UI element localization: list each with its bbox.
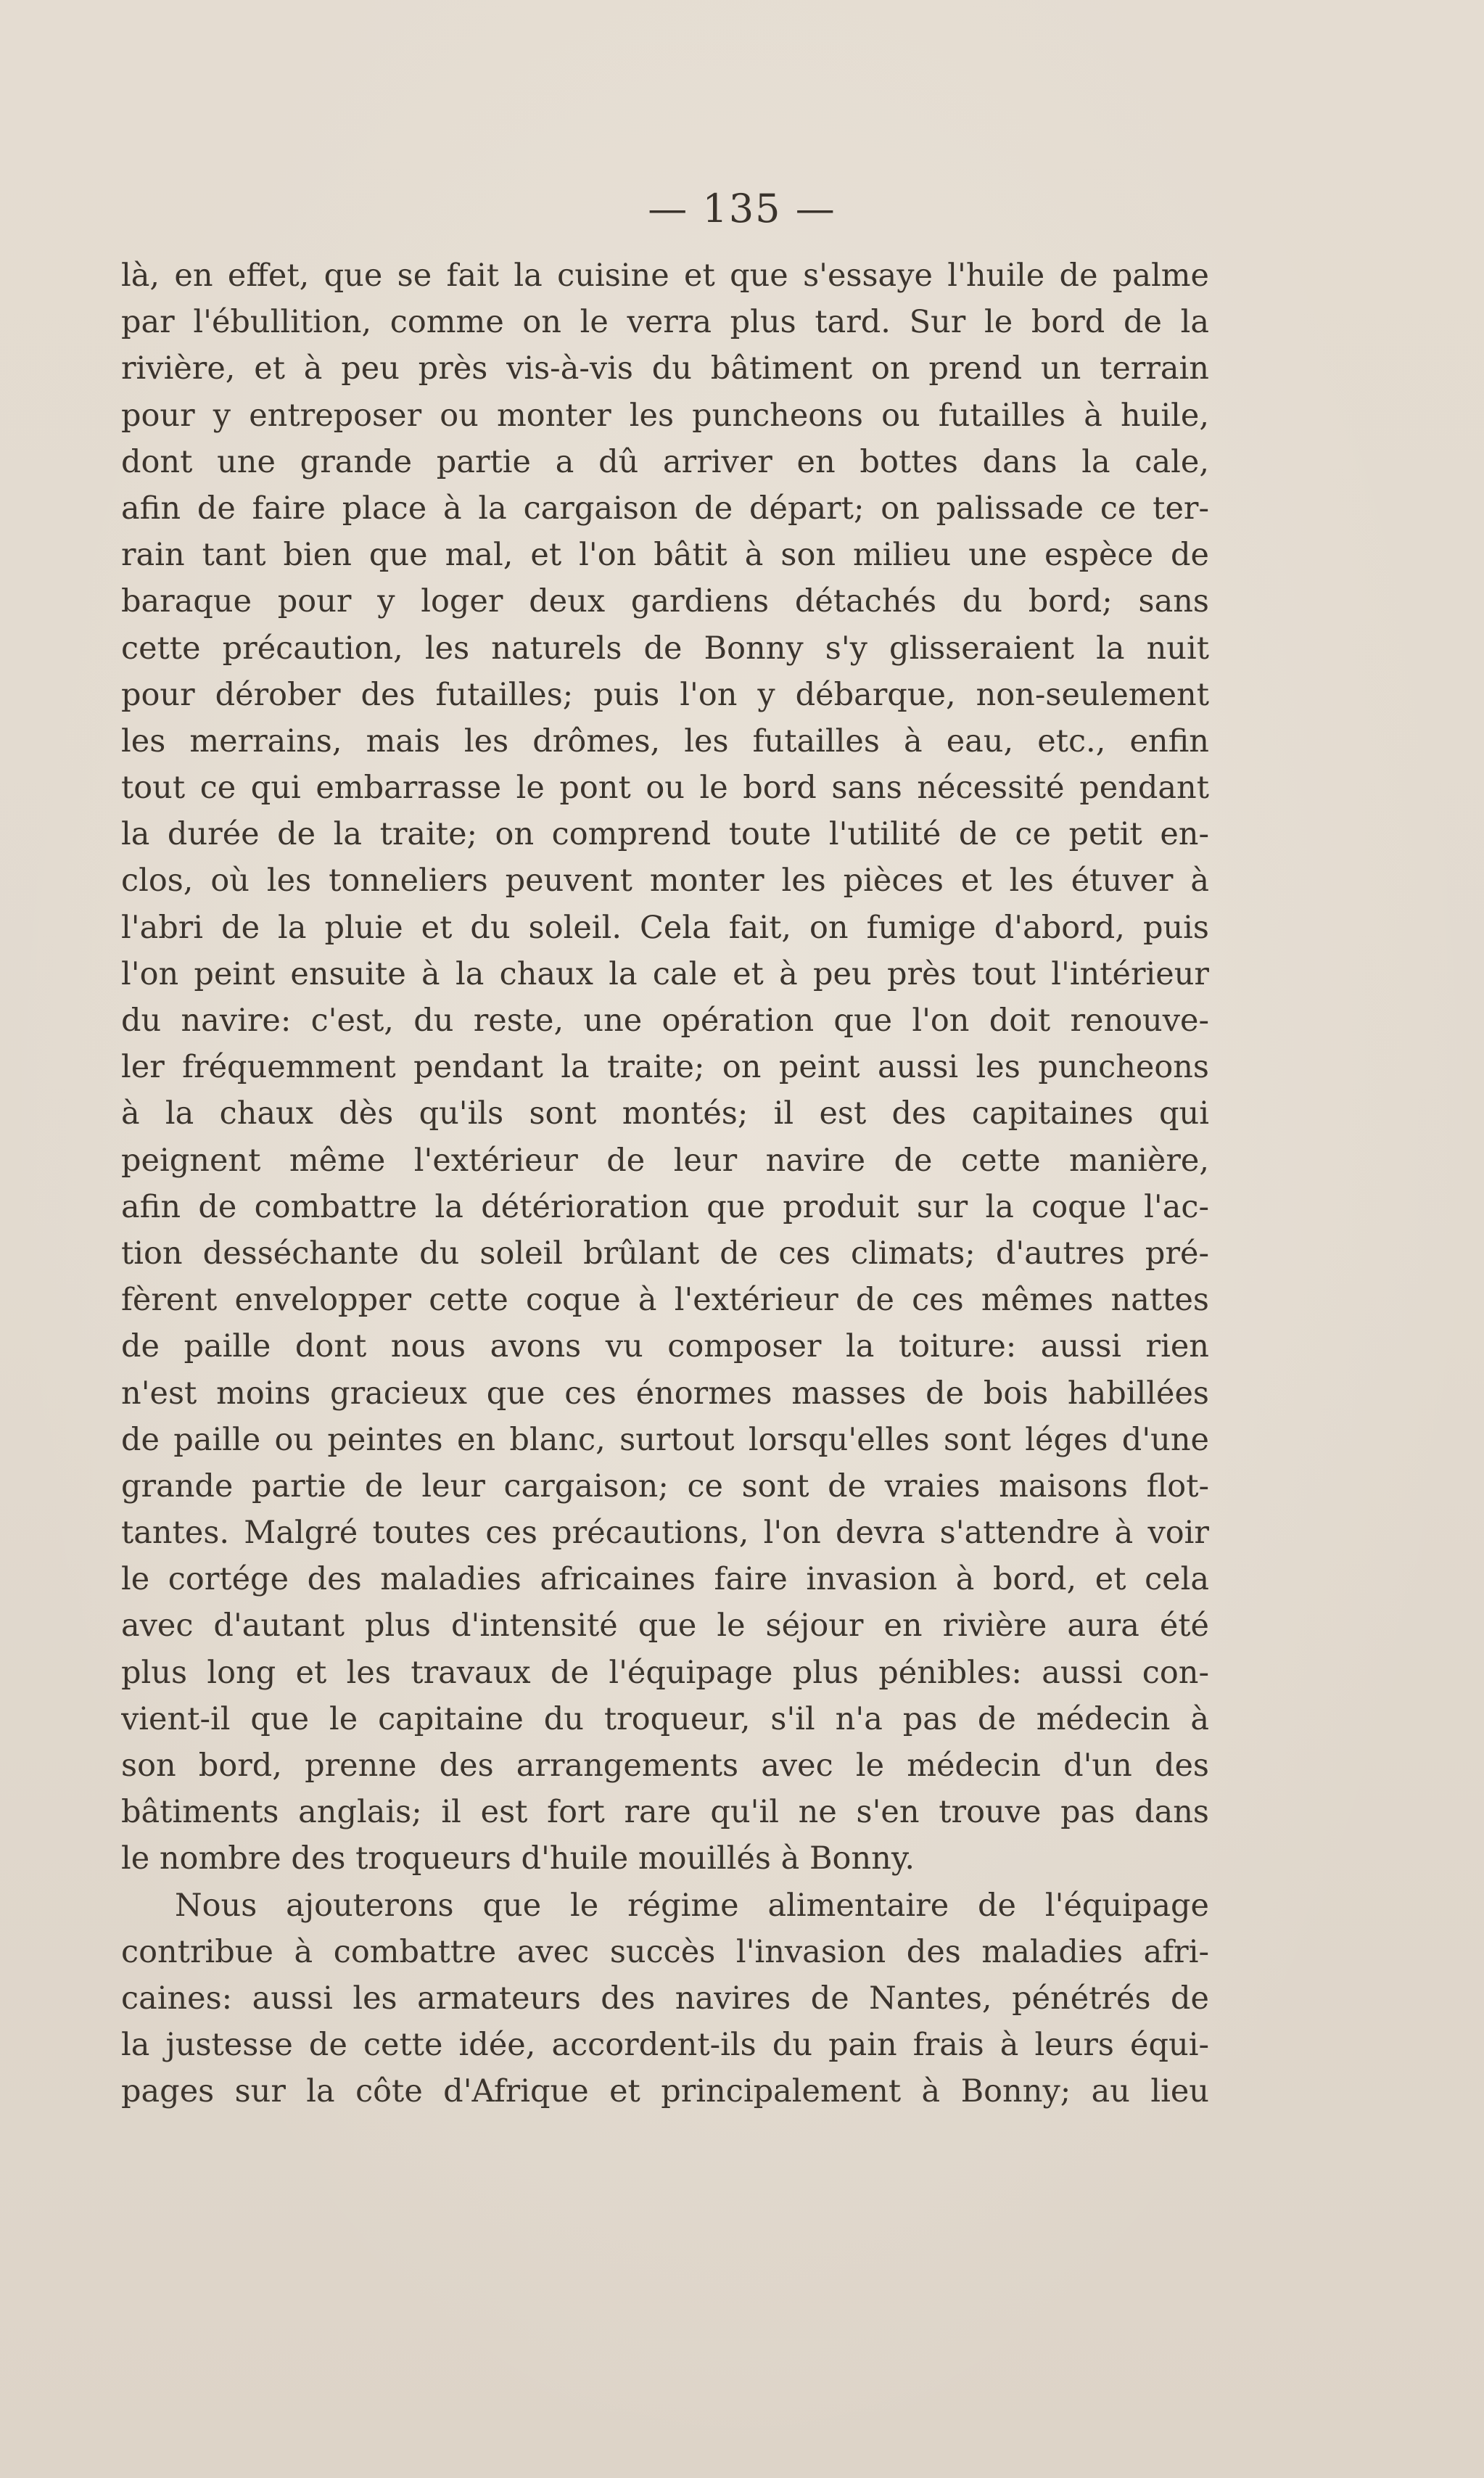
text-line: n'est moins gracieux que ces énormes masses de bois habillées [121, 1375, 1209, 1412]
text-line: de paille ou peintes en blanc, surtout lorsqu'elles sont léges d'une [121, 1421, 1209, 1458]
text-line: pages sur la côte d'Afrique et principalement à Bonny; au lieu [121, 2073, 1209, 2110]
text-line: contribue à combattre avec succès l'invasion des maladies afri- [121, 1933, 1209, 1970]
text-line: dont une grande partie a dû arriver en bottes dans la cale, [121, 443, 1209, 480]
text-line: ler fréquemment pendant la traite; on peint aussi les puncheons [121, 1049, 1209, 1086]
text-line: plus long et les travaux de l'équipage plus pénibles: aussi con- [121, 1654, 1209, 1691]
text-line: le cortége des maladies africaines faire invasion à bord, et cela [121, 1561, 1209, 1598]
text-line: par l'ébullition, comme on le verra plus tard. Sur le bord de la [121, 304, 1209, 341]
text-line: pour y entreposer ou monter les puncheons ou futailles à huile, [121, 397, 1209, 434]
text-line: tion desséchante du soleil brûlant de ces climats; d'autres pré- [121, 1235, 1209, 1272]
text-line: là, en effet, que se fait la cuisine et que s'essaye l'huile de palme [121, 258, 1209, 294]
text-line: à la chaux dès qu'ils sont montés; il est des capitaines qui [121, 1095, 1209, 1132]
text-line: bâtiments anglais; il est fort rare qu'il ne s'en trouve pas dans [121, 1794, 1209, 1831]
text-line: l'on peint ensuite à la chaux la cale et à peu près tout l'intérieur [121, 955, 1209, 992]
paragraph-start-line: Nous ajouterons que le régime alimentaire de l'équipage [175, 1887, 1209, 1924]
text-line: pour dérober des futailles; puis l'on y débarque, non-seulement [121, 676, 1209, 713]
text-line: cette précaution, les naturels de Bonny s'y glisseraient la nuit [121, 630, 1209, 667]
text-line: rain tant bien que mal, et l'on bâtit à son milieu une espèce de [121, 537, 1209, 574]
text-line: clos, où les tonneliers peuvent monter les pièces et les étuver à [121, 863, 1209, 900]
text-line: avec d'autant plus d'intensité que le séjour en rivière aura été [121, 1608, 1209, 1645]
paragraph-end-line: le nombre des troqueurs d'huile mouillés à Bonny. [121, 1840, 915, 1877]
text-line: afin de faire place à la cargaison de départ; on palissade ce ter- [121, 490, 1209, 527]
text-line: de paille dont nous avons vu composer la toiture: aussi rien [121, 1328, 1209, 1365]
text-line: caines: aussi les armateurs des navires de Nantes, pénétrés de [121, 1980, 1209, 2017]
text-line: tout ce qui embarrasse le pont ou le bord sans nécessité pendant [121, 770, 1209, 807]
text-line: la durée de la traite; on comprend toute l'utilité de ce petit en- [121, 816, 1209, 853]
text-line: la justesse de cette idée, accordent-ils du pain frais à leurs équi- [121, 2027, 1209, 2064]
text-line: baraque pour y loger deux gardiens détachés du bord; sans [121, 583, 1209, 620]
text-line: du navire: c'est, du reste, une opération que l'on doit renouve- [121, 1003, 1209, 1039]
text-line: tantes. Malgré toutes ces précautions, l'on devra s'attendre à voir [121, 1515, 1209, 1552]
text-line: vient-il que le capitaine du troqueur, s'il n'a pas de médecin à [121, 1700, 1209, 1737]
text-line: afin de combattre la détérioration que produit sur la coque l'ac- [121, 1188, 1209, 1225]
text-line: les merrains, mais les drômes, les futailles à eau, etc., enfin [121, 723, 1209, 760]
text-line: peignent même l'extérieur de leur navire de cette manière, [121, 1142, 1209, 1179]
text-line: grande partie de leur cargaison; ce sont de vraies maisons flot- [121, 1468, 1209, 1504]
text-line: l'abri de la pluie et du soleil. Cela fait, on fumige d'abord, puis [121, 909, 1209, 946]
text-line: fèrent envelopper cette coque à l'extérieur de ces mêmes nattes [121, 1282, 1209, 1319]
page-number: — 135 — [648, 186, 836, 231]
text-line: son bord, prenne des arrangements avec le médecin d'un des [121, 1748, 1209, 1784]
body-text [121, 252, 1209, 2115]
text-line: rivière, et à peu près vis-à-vis du bâtiment on prend un terrain [121, 350, 1209, 387]
